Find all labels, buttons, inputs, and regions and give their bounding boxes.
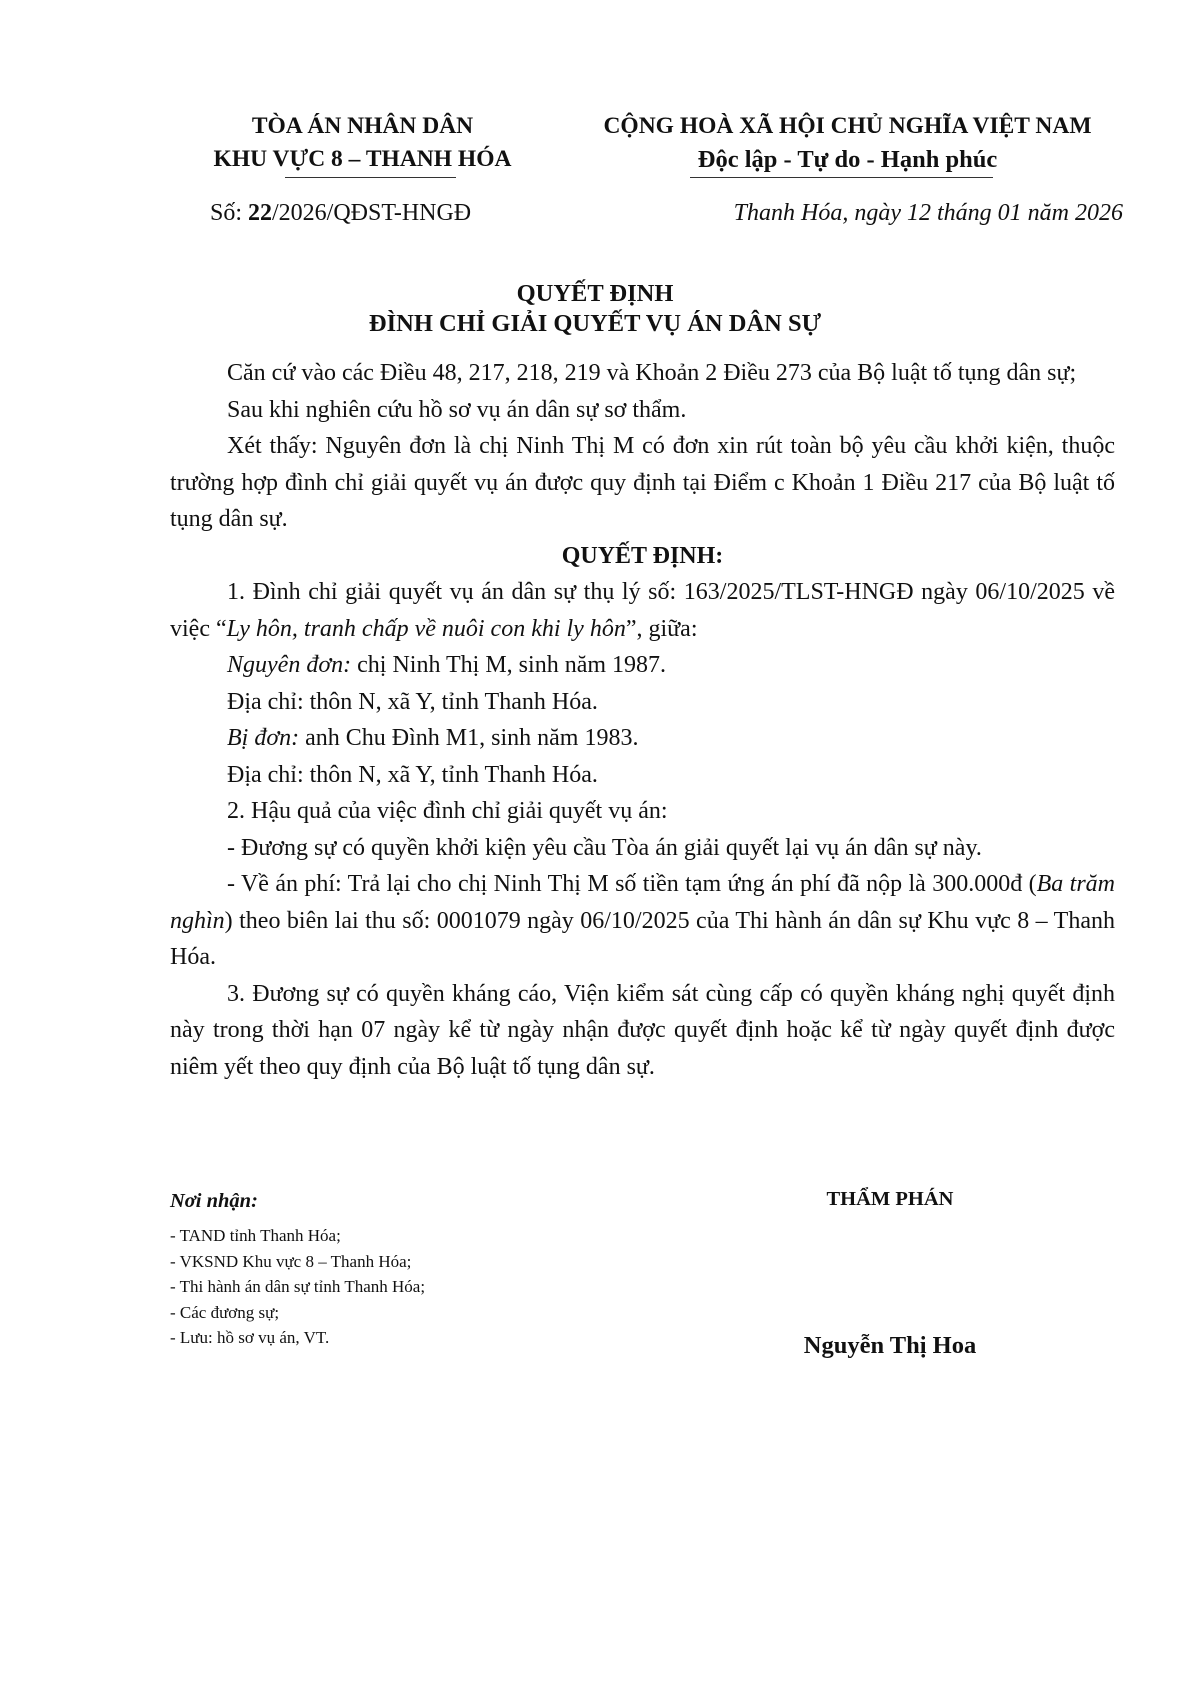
plaintiff-info: chị Ninh Thị M, sinh năm 1987.	[351, 652, 667, 678]
case-title: Ly hôn, tranh chấp về nuôi con khi ly hôn	[226, 615, 626, 642]
nation-header	[565, 110, 1130, 176]
fee-text-b: ) theo biên lai thu số: 0001079 ngày 06/10/2025 của Thi hành án dân sự Khu vực 8 – Thanh Hóa.	[170, 907, 1115, 970]
document-number	[210, 200, 471, 227]
defendant-info: anh Chu Đình M1, sinh năm 1983.	[299, 725, 639, 751]
recipient-item: - Lưu: hồ sơ vụ án, VT.	[170, 1328, 330, 1347]
defendant-address: Địa chỉ: thôn N, xã Y, tỉnh Thanh Hóa.	[227, 761, 598, 788]
plaintiff-address: Địa chỉ: thôn N, xã Y, tỉnh Thanh Hóa.	[227, 688, 598, 715]
decision-heading: QUYẾT ĐỊNH:	[561, 542, 724, 569]
signature-name: Nguyễn Thị Hoa	[803, 1332, 977, 1359]
document-title: QUYẾT ĐỊNH	[516, 280, 674, 307]
decision-item-2-heading: 2. Hậu quả của việc đình chỉ giải quyết vụ án:	[227, 798, 668, 824]
document-number-value: 22	[248, 200, 273, 226]
recipient-item: - VKSND Khu vực 8 – Thanh Hóa;	[170, 1251, 412, 1271]
decision-item-1	[170, 574, 1115, 647]
defendant-line	[170, 720, 1115, 757]
fee-amount-words: Ba trăm nghìn	[170, 871, 1116, 934]
plaintiff-line	[170, 647, 1115, 684]
document-number-prefix: Số:	[210, 200, 249, 226]
document-body	[170, 355, 1115, 1085]
recipient-item: - Các đương sự;	[170, 1302, 280, 1322]
preamble-consideration: Xét thấy: Nguyên đơn là chị Ninh Thị M có đơn xin rút toàn bộ yêu cầu khởi kiện, thuộc trường hợp đình chỉ giải quyết vụ án được quy định tại Điểm c Khoản 1 Điều 217 của Bộ luật tố tụng dân sự.	[170, 433, 1115, 532]
court-header	[190, 110, 535, 176]
preamble-legal-basis: Căn cứ vào các Điều 48, 217, 218, 219 và Khoản 2 Điều 273 của Bộ luật tố tụng dân sự;	[227, 360, 1077, 386]
plaintiff-label: Nguyên đơn:	[227, 652, 352, 678]
document-subtitle: ĐÌNH CHỈ GIẢI QUYẾT VỤ ÁN DÂN SỰ	[368, 310, 822, 337]
nation-name: CỘNG HOÀ XÃ HỘI CHỦ NGHĨA VIỆT NAM	[603, 113, 1092, 139]
fee-text-a: - Về án phí: Trả lại cho chị Ninh Thị M số tiền tạm ứng án phí đã nộp là 300.000đ (	[227, 871, 1037, 897]
recipient-item: - Thi hành án dân sự tỉnh Thanh Hóa;	[170, 1277, 426, 1296]
preamble-review: Sau khi nghiên cứu hồ sơ vụ án dân sự sơ thẩm.	[227, 396, 687, 423]
document-number-suffix: /2026/QĐST-HNGĐ	[272, 200, 472, 226]
recipients-title: Nơi nhận:	[170, 1190, 258, 1212]
decision-item-2-bullet-2	[170, 866, 1115, 976]
signature-title: THẨM PHÁN	[826, 1188, 954, 1210]
national-motto: Độc lập - Tự do - Hạnh phúc	[697, 146, 998, 173]
motto-underline	[690, 177, 993, 178]
recipient-item: - TAND tỉnh Thanh Hóa;	[170, 1226, 341, 1245]
court-name-line2: KHU VỰC 8 – THANH HÓA	[213, 146, 512, 172]
recipients-list	[170, 1223, 425, 1351]
decision-item-2-bullet-1: - Đương sự có quyền khởi kiện yêu cầu Tòa án giải quyết lại vụ án dân sự này.	[227, 834, 982, 861]
place-date: Thanh Hóa, ngày 12 tháng 01 năm 2026	[733, 200, 1123, 226]
item1-text-b: ”, giữa:	[625, 615, 698, 642]
decision-item-3: 3. Đương sự có quyền kháng cáo, Viện kiểm sát cùng cấp có quyền kháng nghị quyết định này trong thời hạn 07 ngày kể từ ngày nhận được quyết định hoặc kể từ ngày quyết định được niêm yết theo quy định của Bộ luật tố tụng dân sự.	[170, 980, 1115, 1080]
court-header-underline	[285, 177, 456, 178]
court-name-line1: TÒA ÁN NHÂN DÂN	[251, 113, 474, 139]
defendant-label: Bị đơn:	[227, 725, 300, 751]
item1-text-a: 1. Đình chỉ giải quyết vụ án dân sự thụ lý số: 163/2025/TLST-HNGĐ ngày 06/10/2025 về việc “	[170, 579, 1115, 642]
